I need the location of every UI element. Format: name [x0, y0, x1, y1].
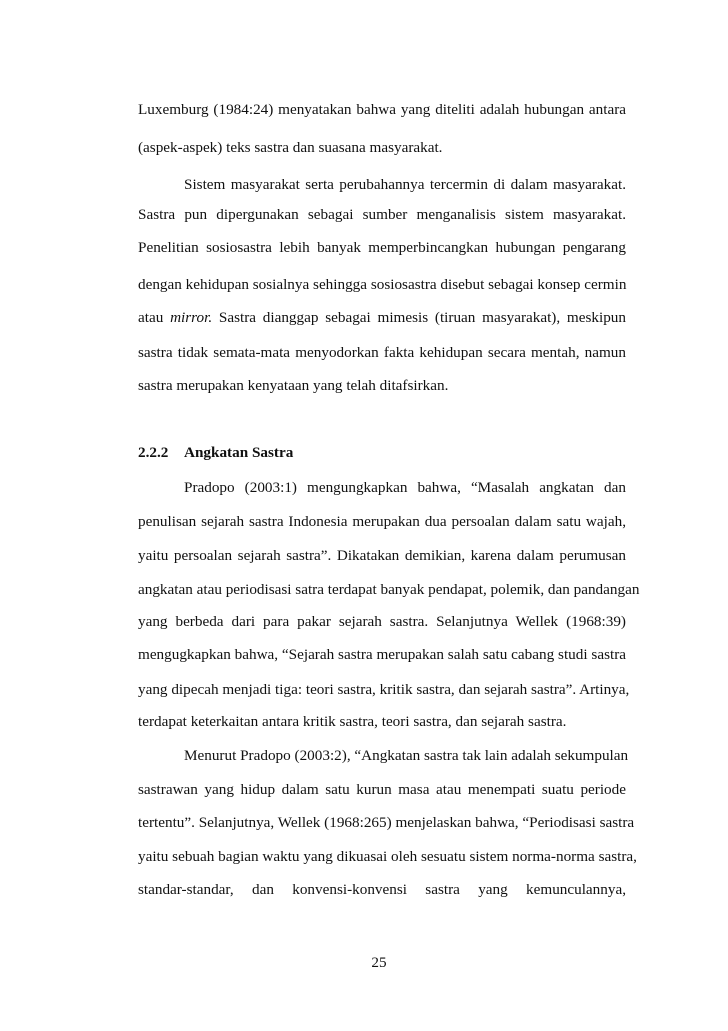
paragraph-1-line-2: (aspek-aspek) teks sastra dan suasana masyarakat. — [138, 139, 443, 156]
line-5-before: atau — [138, 309, 171, 326]
paragraph-3-line-1: Pradopo (2003:1) mengungkapkan bahwa, “Masalah angkatan dan — [184, 479, 626, 496]
italic-term-mirror: mirror. — [170, 309, 213, 326]
paragraph-2-line-6: sastra tidak semata-mata menyodorkan fakta kehidupan secara mentah, namun — [138, 344, 626, 361]
paragraph-2-line-3: Penelitian sosiosastra lebih banyak memperbincangkan hubungan pengarang — [138, 239, 626, 256]
paragraph-4-line-3: tertentu”. Selanjutnya, Wellek (1968:265) menjelaskan bahwa, “Periodisasi sastra — [138, 814, 635, 831]
paragraph-3-line-2: penulisan sejarah sastra Indonesia merupakan dua persoalan dalam satu wajah, — [138, 513, 626, 530]
paragraph-2-line-7: sastra merupakan kenyataan yang telah ditafsirkan. — [138, 377, 449, 394]
paragraph-2-line-5 — [138, 308, 626, 328]
section-number: 2.2.2 — [138, 444, 169, 461]
page-number: 25 — [371, 954, 387, 971]
paragraph-3-line-3: yaitu persoalan sejarah sastra”. Dikatakan demikian, karena dalam perumusan — [138, 547, 626, 564]
section-heading — [138, 443, 293, 463]
section-title: Angkatan Sastra — [184, 444, 294, 461]
paragraph-2-line-1: Sistem masyarakat serta perubahannya tercermin di dalam masyarakat. — [184, 176, 626, 193]
paragraph-4-line-1: Menurut Pradopo (2003:2), “Angkatan sastra tak lain adalah sekumpulan — [184, 747, 629, 764]
paragraph-4-line-5: standar-standar, dan konvensi-konvensi sastra yang kemunculannya, — [138, 881, 626, 898]
line-5-after: Sastra dianggap sebagai mimesis (tiruan masyarakat), meskipun — [212, 309, 626, 326]
paragraph-3-line-5: yang berbeda dari para pakar sejarah sastra. Selanjutnya Wellek (1968:39) — [138, 613, 626, 630]
paragraph-2-line-4: dengan kehidupan sosialnya sehingga sosiosastra disebut sebagai konsep cermin — [138, 276, 627, 293]
paragraph-4-line-2: sastrawan yang hidup dalam satu kurun masa atau menempati suatu periode — [138, 781, 626, 798]
paragraph-3-line-4: angkatan atau periodisasi satra terdapat banyak pendapat, polemik, dan pandangan — [138, 581, 640, 598]
paragraph-3-line-6: mengugkapkan bahwa, “Sejarah sastra merupakan salah satu cabang studi sastra — [138, 646, 626, 663]
paragraph-2-line-2: Sastra pun dipergunakan sebagai sumber menganalisis sistem masyarakat. — [138, 206, 626, 223]
paragraph-1-line-1: Luxemburg (1984:24) menyatakan bahwa yang diteliti adalah hubungan antara — [138, 101, 626, 118]
paragraph-4-line-4: yaitu sebuah bagian waktu yang dikuasai oleh sesuatu sistem norma-norma sastra, — [138, 848, 637, 865]
paragraph-3-line-8: terdapat keterkaitan antara kritik sastra, teori sastra, dan sejarah sastra. — [138, 713, 567, 730]
paragraph-3-line-7: yang dipecah menjadi tiga: teori sastra, kritik sastra, dan sejarah sastra”. Artinya, — [138, 681, 630, 698]
